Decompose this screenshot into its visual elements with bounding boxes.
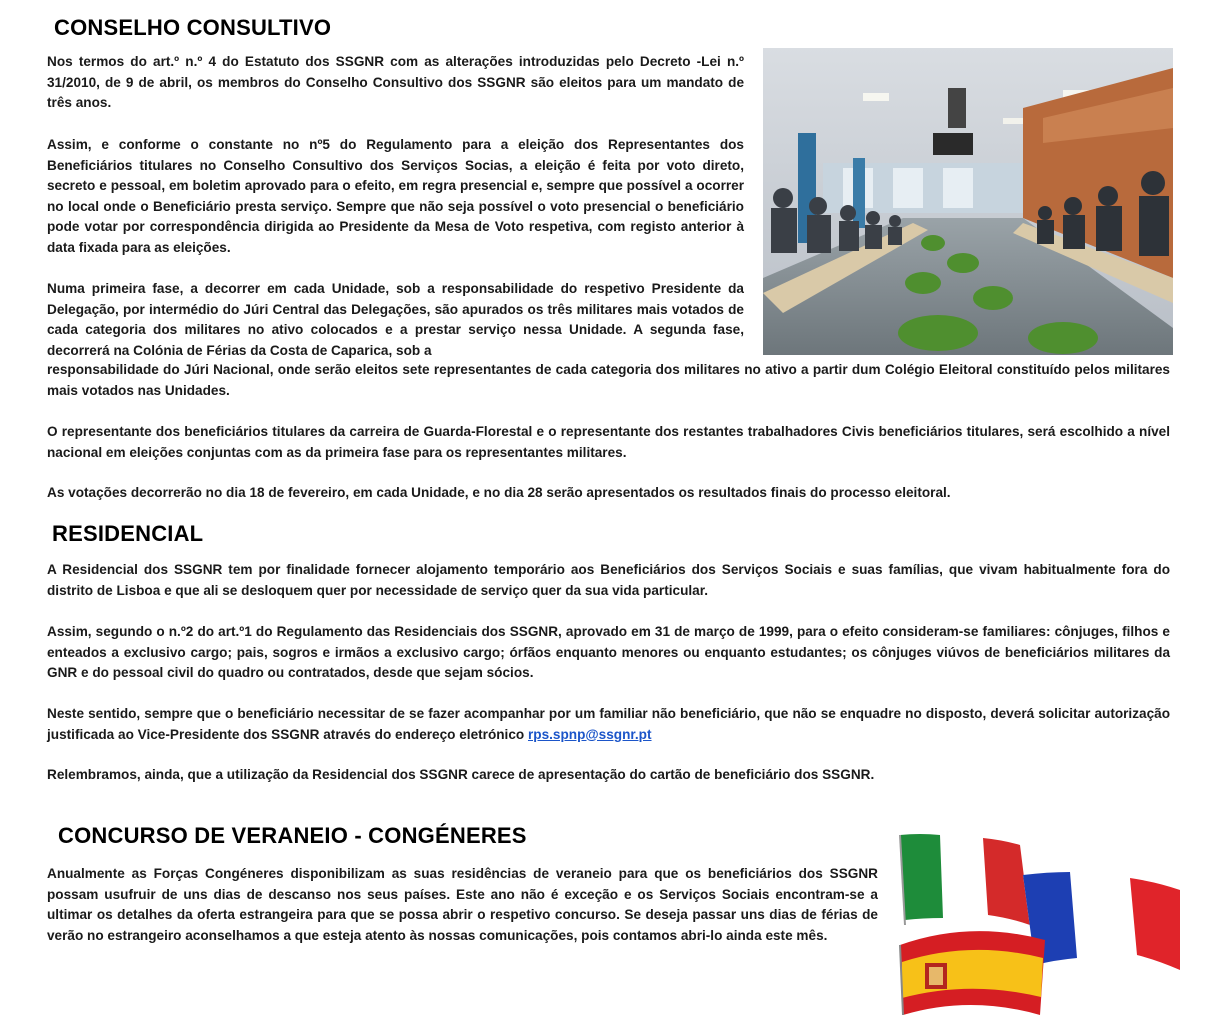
residencial-paragraph-4: Relembramos, ainda, que a utilização da Residencial dos SSGNR carece de apresentação do cartão de beneficiário dos SSGNR. <box>47 767 875 782</box>
conselho-paragraph-5: As votações decorrerão no dia 18 de fevereiro, em cada Unidade, e no dia 28 serão apresentados os resultados finais do processo eleitoral. <box>47 485 951 500</box>
conselho-title: CONSELHO CONSULTIVO <box>54 15 332 40</box>
residencial-paragraph-2: Assim, segundo o n.º2 do art.º1 do Regulamento das Residenciais dos SSGNR, aprovado em 31 de março de 1999, para o efeito consideram-se familiares: cônjuges, filhos e enteados a exclusivo cargo; pais, sogros e irmãos a exclusivo cargo; órfãos enquanto menores ou enquanto estudantes; os cônjuges viúvos de beneficiários militares da GNR e do pessoal civil do quadro ou contratados, desde que sejam sócios. <box>47 624 1170 680</box>
residencial-paragraph-3-text: Neste sentido, sempre que o beneficiário necessitar de se fazer acompanhar por um familiar não beneficiário, que não se enquadre no disposto, deverá solicitar autorização justificada ao Vice-Presidente dos SSGNR através do endereço eletrónico <box>47 706 1170 742</box>
conselho-paragraph-3: Numa primeira fase, a decorrer em cada Unidade, sob a responsabilidade do respetivo Presidente da Delegação, por intermédio do Júri Central das Delegações, são apurados os três militares mais votados de cada categoria dos militares no ativo colocados e a prestar serviço nessa Unidade. A segunda fase, decorrerá na Colónia de Férias da Costa de Caparica, sob a <box>47 281 744 358</box>
veraneio-paragraph-1: Anualmente as Forças Congéneres disponibilizam as suas residências de veraneio para que os beneficiários dos SSGNR possam usufruir de uns dias de descanso nos seus países. Este ano não é exceção e os Serviços Sociais encontram-se a ultimar os detalhes da oferta estrangeira para que se possa abrir o respetivo concurso. Se deseja passar uns dias de férias de verão no estrangeiro aconselhamos a que esteja atento às nossas comunicações, pois contamos abri-lo ainda este mês. <box>47 866 878 943</box>
conselho-paragraph-3-continued: responsabilidade do Júri Nacional, onde serão eleitos sete representantes de cada categoria dos militares no ativo a partir dum Colégio Eleitoral constituído pelos militares mais votados nas Unidades. <box>47 362 1170 398</box>
meeting-room-photo <box>763 48 1173 355</box>
veraneio-title: CONCURSO DE VERANEIO - CONGÉNERES <box>58 823 527 848</box>
spain-flag-icon <box>900 931 1045 1015</box>
flags-illustration <box>895 830 1185 1020</box>
france-flag-icon <box>1023 872 1180 970</box>
conselho-paragraph-2: Assim, e conforme o constante no nº5 do Regulamento para a eleição dos Representantes dos Beneficiários titulares no Conselho Consultivo dos Serviços Socias, a eleição é feita por voto direto, secreto e pessoal, em boletim aprovado para o efeito, em regra presencial e, sempre que possível a ocorrer no local onde o Beneficiário presta serviço. Sempre que não seja possível o voto presencial o beneficiário pode votar por correspondência dirigida ao Presidente da Mesa de Voto respetiva, com registo anterior à data fixada para as eleições. <box>47 137 744 255</box>
conselho-paragraph-1: Nos termos do art.º n.º 4 do Estatuto dos SSGNR com as alterações introduzidas pelo Decreto -Lei n.º 31/2010, de 9 de abril, os membros do Conselho Consultivo dos SSGNR são eleitos para um mandato de três anos. <box>47 54 744 110</box>
residencial-title: RESIDENCIAL <box>52 521 204 546</box>
italy-flag-icon <box>900 834 1030 925</box>
residencial-paragraph-1: A Residencial dos SSGNR tem por finalidade fornecer alojamento temporário aos Beneficiários dos Serviços Sociais e suas famílias, que vivam habitualmente fora do distrito de Lisboa e que ali se desloquem quer por necessidade de serviço quer da sua vida particular. <box>47 562 1170 598</box>
email-link[interactable]: rps.spnp@ssgnr.pt <box>527 726 652 742</box>
residencial-paragraph-3 <box>47 704 1170 745</box>
conselho-paragraph-4: O representante dos beneficiários titulares da carreira de Guarda-Florestal e o representante dos restantes trabalhadores Civis beneficiários titulares, será escolhido a nível nacional em eleições conjuntas com as da primeira fase para os representantes militares. <box>47 424 1170 460</box>
